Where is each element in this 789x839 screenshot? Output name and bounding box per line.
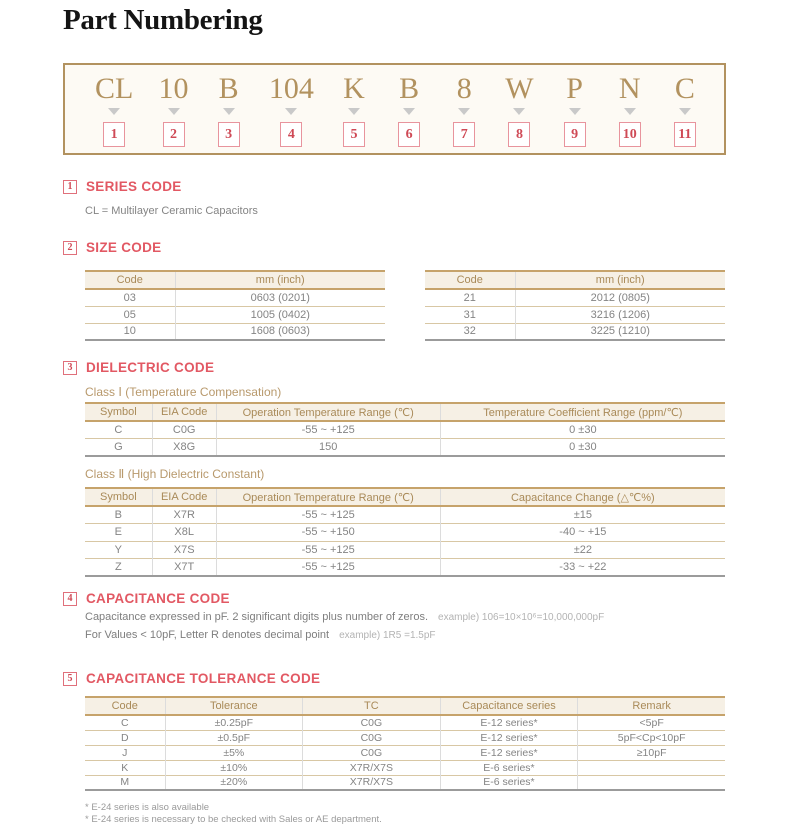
section-header-series xyxy=(63,179,182,194)
dielectric-class2-table xyxy=(85,487,725,577)
table-cell: D xyxy=(85,730,165,745)
table-cell: ±0.5pF xyxy=(165,730,303,745)
table-cell: 0603 (0201) xyxy=(175,289,385,306)
capacitance-rule: For Values < 10pF, Letter R denotes decimal point xyxy=(85,629,330,641)
arrow-down-icon xyxy=(513,108,525,115)
part-code: B xyxy=(399,72,420,105)
table-header-cell: TC xyxy=(303,697,441,715)
table-row xyxy=(425,323,725,340)
table-cell: 2012 (0805) xyxy=(515,289,725,306)
part-segment xyxy=(394,73,424,147)
table-cell: ±0.25pF xyxy=(165,715,303,730)
arrow-down-icon xyxy=(403,108,415,115)
table-row xyxy=(85,323,385,340)
table-header-row xyxy=(85,403,725,421)
table-cell: -40 ~ +15 xyxy=(440,524,725,542)
table-row xyxy=(85,421,725,439)
part-code: CL xyxy=(95,72,134,105)
table-cell: ±15 xyxy=(440,506,725,524)
table-cell: X8L xyxy=(152,524,216,542)
table-cell: C0G xyxy=(303,745,441,760)
table-cell: 3216 (1206) xyxy=(515,306,725,323)
table-cell: 31 xyxy=(425,306,515,323)
table-cell: ≥10pF xyxy=(578,745,725,760)
capacitance-example: example) 1R5 =1.5pF xyxy=(339,630,436,641)
table-row xyxy=(85,715,725,730)
table-cell: 1005 (0402) xyxy=(175,306,385,323)
table-cell: ±20% xyxy=(165,775,303,790)
part-code: K xyxy=(343,72,365,105)
part-segment xyxy=(214,73,244,147)
table-cell: E-12 series* xyxy=(440,745,578,760)
table-cell: -55 ~ +125 xyxy=(216,541,440,559)
arrow-down-icon xyxy=(108,108,120,115)
table-row xyxy=(85,439,725,457)
table-header-cell: mm (inch) xyxy=(175,271,385,289)
part-code: 8 xyxy=(456,72,472,105)
part-segment xyxy=(339,73,369,147)
table-header-cell: Code xyxy=(85,697,165,715)
footnote-2: * E-24 series is necessary to be checked with Sales or AE department. xyxy=(85,813,382,825)
table-cell: 05 xyxy=(85,306,175,323)
table-cell: E-6 series* xyxy=(440,760,578,775)
section-title: SERIES CODE xyxy=(86,179,182,194)
part-index-badge: 10 xyxy=(619,122,641,147)
part-segment xyxy=(95,73,133,147)
part-code: 10 xyxy=(158,72,189,105)
table-cell: ±10% xyxy=(165,760,303,775)
part-segment xyxy=(560,73,590,147)
part-code: B xyxy=(218,72,239,105)
table-cell: 10 xyxy=(85,323,175,340)
table-cell xyxy=(578,775,725,790)
table-row xyxy=(85,524,725,542)
table-header-cell: Capacitance Change (△℃%) xyxy=(440,488,725,506)
table-row xyxy=(425,289,725,306)
table-header-row xyxy=(85,488,725,506)
part-index-badge: 1 xyxy=(103,122,125,147)
arrow-down-icon xyxy=(569,108,581,115)
part-segment xyxy=(449,73,479,147)
table-cell: 32 xyxy=(425,323,515,340)
table-header-cell: Capacitance series xyxy=(440,697,578,715)
table-cell: 1608 (0603) xyxy=(175,323,385,340)
part-index-badge: 8 xyxy=(508,122,530,147)
table-cell: 5pF<Cp<10pF xyxy=(578,730,725,745)
part-segment xyxy=(504,73,534,147)
table-cell: X8G xyxy=(152,439,216,457)
table-row xyxy=(85,506,725,524)
table-header-cell: Code xyxy=(425,271,515,289)
table-cell: -55 ~ +125 xyxy=(216,559,440,577)
section-title: DIELECTRIC CODE xyxy=(86,360,215,375)
table-cell: Y xyxy=(85,541,152,559)
table-cell: M xyxy=(85,775,165,790)
table-row xyxy=(425,306,725,323)
capacitance-example: example) 106=10×10⁶=10,000,000pF xyxy=(438,612,605,623)
table-header-cell: Temperature Coefficient Range (ppm/℃) xyxy=(440,403,725,421)
table-cell: C0G xyxy=(303,715,441,730)
table-header-cell: Symbol xyxy=(85,488,152,506)
table-cell: 3225 (1210) xyxy=(515,323,725,340)
table-row xyxy=(85,541,725,559)
table-cell xyxy=(578,760,725,775)
table-cell: G xyxy=(85,439,152,457)
section-title: CAPACITANCE TOLERANCE CODE xyxy=(86,671,321,686)
table-cell: 0 ±30 xyxy=(440,421,725,439)
table-cell: X7T xyxy=(152,559,216,577)
table-cell: E-6 series* xyxy=(440,775,578,790)
class2-label: Class Ⅱ (High Dielectric Constant) xyxy=(85,467,265,481)
arrow-down-icon xyxy=(223,108,235,115)
table-cell: E xyxy=(85,524,152,542)
table-cell: 21 xyxy=(463,291,476,304)
table-cell: ±5% xyxy=(165,745,303,760)
arrow-down-icon xyxy=(458,108,470,115)
size-code-table-right xyxy=(425,270,725,341)
table-cell: -55 ~ +125 xyxy=(216,506,440,524)
table-cell: 0 ±30 xyxy=(440,439,725,457)
table-cell: X7R/X7S xyxy=(303,760,441,775)
table-row xyxy=(85,306,385,323)
table-cell: X7R xyxy=(152,506,216,524)
table-header-row xyxy=(85,271,385,289)
part-index-badge: 9 xyxy=(564,122,586,147)
table-cell: C xyxy=(114,424,123,436)
part-segment xyxy=(615,73,645,147)
table-header-cell: Operation Temperature Range (℃) xyxy=(216,403,440,421)
section-header-size xyxy=(63,240,161,255)
section-number-badge: 1 xyxy=(63,180,77,194)
part-code: 104 xyxy=(268,72,314,105)
tolerance-code-table xyxy=(85,696,725,791)
section-header-dielectric xyxy=(63,360,214,375)
table-row xyxy=(85,559,725,577)
section-header-tolerance xyxy=(63,671,320,686)
footnote-1: * E-24 series is also available xyxy=(85,802,210,813)
part-index-badge: 6 xyxy=(398,122,420,147)
table-cell: <5pF xyxy=(578,715,725,730)
table-cell: Z xyxy=(85,559,152,577)
part-segment xyxy=(159,73,189,147)
table-row xyxy=(85,760,725,775)
table-row xyxy=(85,745,725,760)
table-cell: X7S xyxy=(152,541,216,559)
table-cell: -55 ~ +150 xyxy=(216,524,440,542)
part-index-badge: 3 xyxy=(218,122,240,147)
table-header-row xyxy=(85,697,725,715)
table-cell: -33 ~ +22 xyxy=(440,559,725,577)
table-row xyxy=(85,289,385,306)
table-header-cell: Tolerance xyxy=(165,697,303,715)
part-number-diagram xyxy=(63,63,726,155)
section-number-badge: 2 xyxy=(63,241,77,255)
part-segment xyxy=(269,73,314,147)
table-cell: 03 xyxy=(123,291,136,304)
table-header-cell: EIA Code xyxy=(152,403,216,421)
section-number-badge: 3 xyxy=(63,361,77,375)
table-header-cell: mm (inch) xyxy=(515,271,725,289)
table-header-row xyxy=(425,271,725,289)
table-header-cell: Symbol xyxy=(85,403,152,421)
arrow-down-icon xyxy=(285,108,297,115)
table-cell: -55 ~ +125 xyxy=(216,421,440,439)
table-cell: K xyxy=(85,760,165,775)
table-cell: C0G xyxy=(152,421,216,439)
table-header-cell: Code xyxy=(85,271,175,289)
arrow-down-icon xyxy=(679,108,691,115)
arrow-down-icon xyxy=(168,108,180,115)
page-title: Part Numbering xyxy=(63,4,263,36)
table-cell: J xyxy=(85,745,165,760)
dielectric-class1-table xyxy=(85,402,725,457)
table-header-cell: Operation Temperature Range (℃) xyxy=(216,488,440,506)
section-number-badge: 4 xyxy=(63,592,77,606)
section-title: CAPACITANCE CODE xyxy=(86,591,230,606)
part-code: C xyxy=(674,72,695,105)
part-code: W xyxy=(505,72,534,105)
part-index-badge: 11 xyxy=(674,122,696,147)
table-cell: 150 xyxy=(216,439,440,457)
series-description: CL = Multilayer Ceramic Capacitors xyxy=(85,205,258,217)
capacitance-rule: Capacitance expressed in pF. 2 significant digits plus number of zeros. xyxy=(85,611,429,623)
table-row xyxy=(85,730,725,745)
table-cell: C0G xyxy=(303,730,441,745)
size-code-table-left xyxy=(85,270,385,341)
table-cell: E-12 series* xyxy=(440,730,578,745)
part-segment xyxy=(670,73,700,147)
table-cell: X7R/X7S xyxy=(303,775,441,790)
table-cell: E-12 series* xyxy=(440,715,578,730)
arrow-down-icon xyxy=(348,108,360,115)
part-index-badge: 7 xyxy=(453,122,475,147)
part-code: N xyxy=(618,72,641,105)
section-title: SIZE CODE xyxy=(86,240,162,255)
capacitance-line-2 xyxy=(85,629,436,641)
part-index-badge: 2 xyxy=(163,122,185,147)
part-index-badge: 5 xyxy=(343,122,365,147)
arrow-down-icon xyxy=(624,108,636,115)
table-cell: ±22 xyxy=(440,541,725,559)
section-header-capacitance xyxy=(63,591,230,606)
table-cell: B xyxy=(114,509,123,521)
table-header-cell: Remark xyxy=(578,697,725,715)
class1-label: Class Ⅰ (Temperature Compensation) xyxy=(85,385,282,399)
table-cell: C xyxy=(120,716,129,729)
part-code: P xyxy=(566,72,583,105)
table-header-cell: EIA Code xyxy=(152,488,216,506)
section-number-badge: 5 xyxy=(63,672,77,686)
table-row xyxy=(85,775,725,790)
capacitance-line-1 xyxy=(85,611,604,623)
part-index-badge: 4 xyxy=(280,122,302,147)
